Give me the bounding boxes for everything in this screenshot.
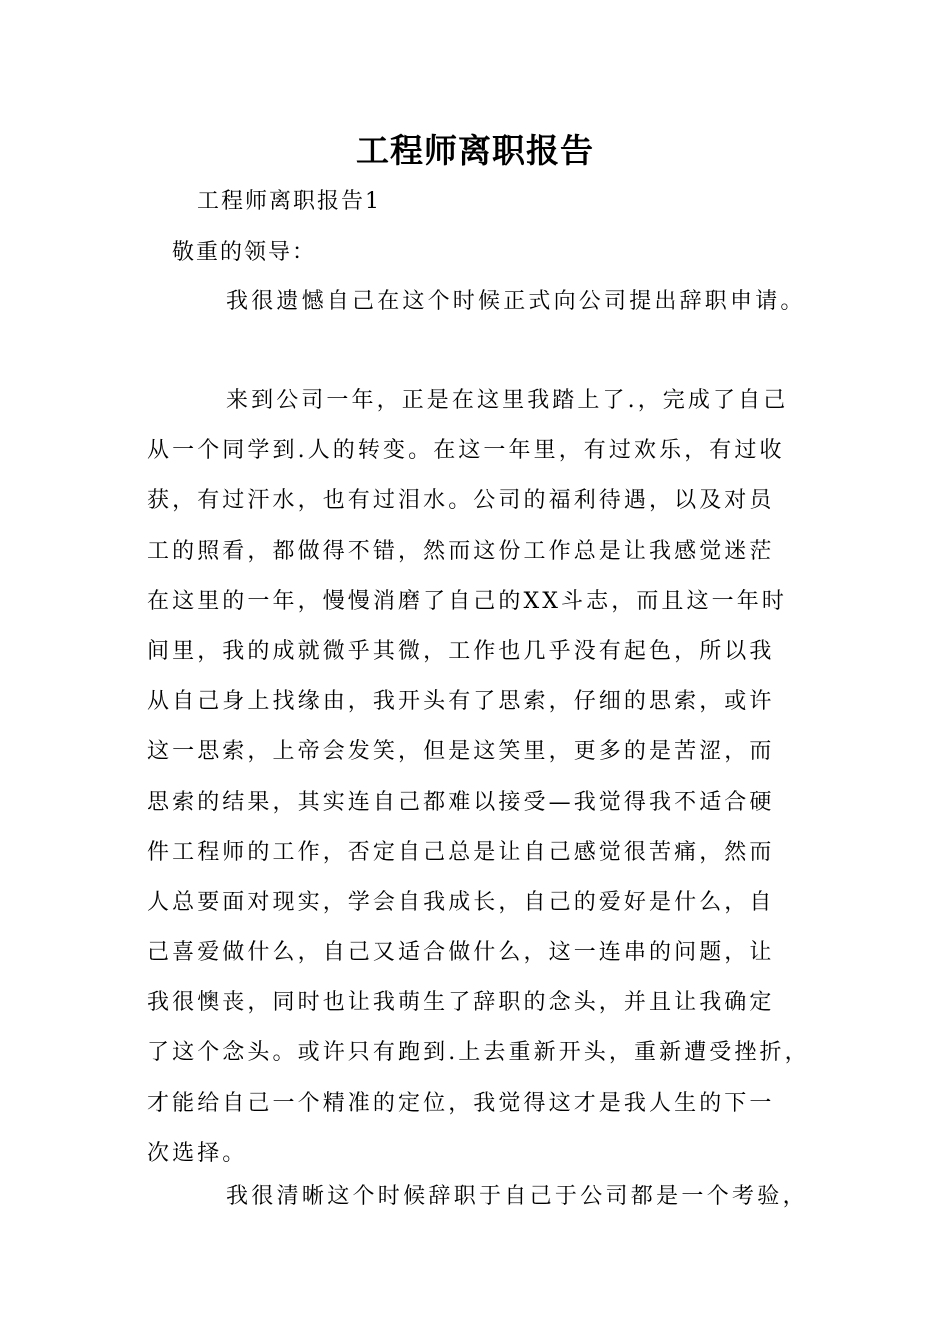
- paragraph-line: 来到公司一年，正是在这里我踏上了.，完成了自己: [226, 388, 789, 413]
- paragraph-line: 间里，我的成就微乎其微，工作也几乎没有起色，所以我: [147, 638, 775, 664]
- paragraph-line: 次选择。: [147, 1140, 248, 1166]
- paragraph-line: 工的照看，都做得不错，然而这份工作总是让我感觉迷茫: [147, 538, 775, 564]
- paragraph-line: 了这个念头。或许只有跑到.上去重新开头，重新遭受挫折，: [147, 1040, 810, 1066]
- paragraph-line: 思索的结果，其实连自己都难以接受—我觉得我不适合硬: [147, 789, 775, 815]
- paragraph-line: 获，有过汗水，也有过泪水。公司的福利待遇，以及对员: [147, 488, 775, 514]
- paragraph-line: 我很懊丧，同时也让我萌生了辞职的念头，并且让我确定: [147, 990, 775, 1016]
- paragraph-line: 件工程师的工作，否定自己总是让自己感觉很苦痛，然而: [147, 839, 775, 865]
- paragraph-2: [147, 386, 827, 1189]
- paragraph-line: 才能给自己一个精准的定位，我觉得这才是我人生的下一: [147, 1090, 775, 1116]
- paragraph-line: 从自己身上找缘由，我开头有了思索，仔细的思索，或许: [147, 689, 775, 715]
- paragraph-1: 我很遗憾自己在这个时候正式向公司提出辞职申请。: [226, 289, 806, 314]
- paragraph-line: 这一思索，上帝会发笑，但是这笑里，更多的是苦涩，而: [147, 739, 775, 765]
- paragraph-3-start: 我很清晰这个时候辞职于自己于公司都是一个考验，: [226, 1184, 808, 1209]
- document-subtitle: 工程师离职报告1: [197, 189, 381, 214]
- paragraph-line: 从一个同学到.人的转变。在这一年里，有过欢乐，有过收: [147, 438, 785, 464]
- paragraph-line: 人总要面对现实，学会自我成长，自己的爱好是什么，自: [147, 889, 775, 915]
- paragraph-line: 己喜爱做什么，自己又适合做什么，这一连串的问题，让: [147, 940, 775, 966]
- salutation: 敬重的领导：: [172, 240, 317, 265]
- document-title: 工程师离职报告: [356, 131, 594, 170]
- paragraph-line: 在这里的一年，慢慢消磨了自己的XX斗志，而且这一年时: [147, 588, 787, 614]
